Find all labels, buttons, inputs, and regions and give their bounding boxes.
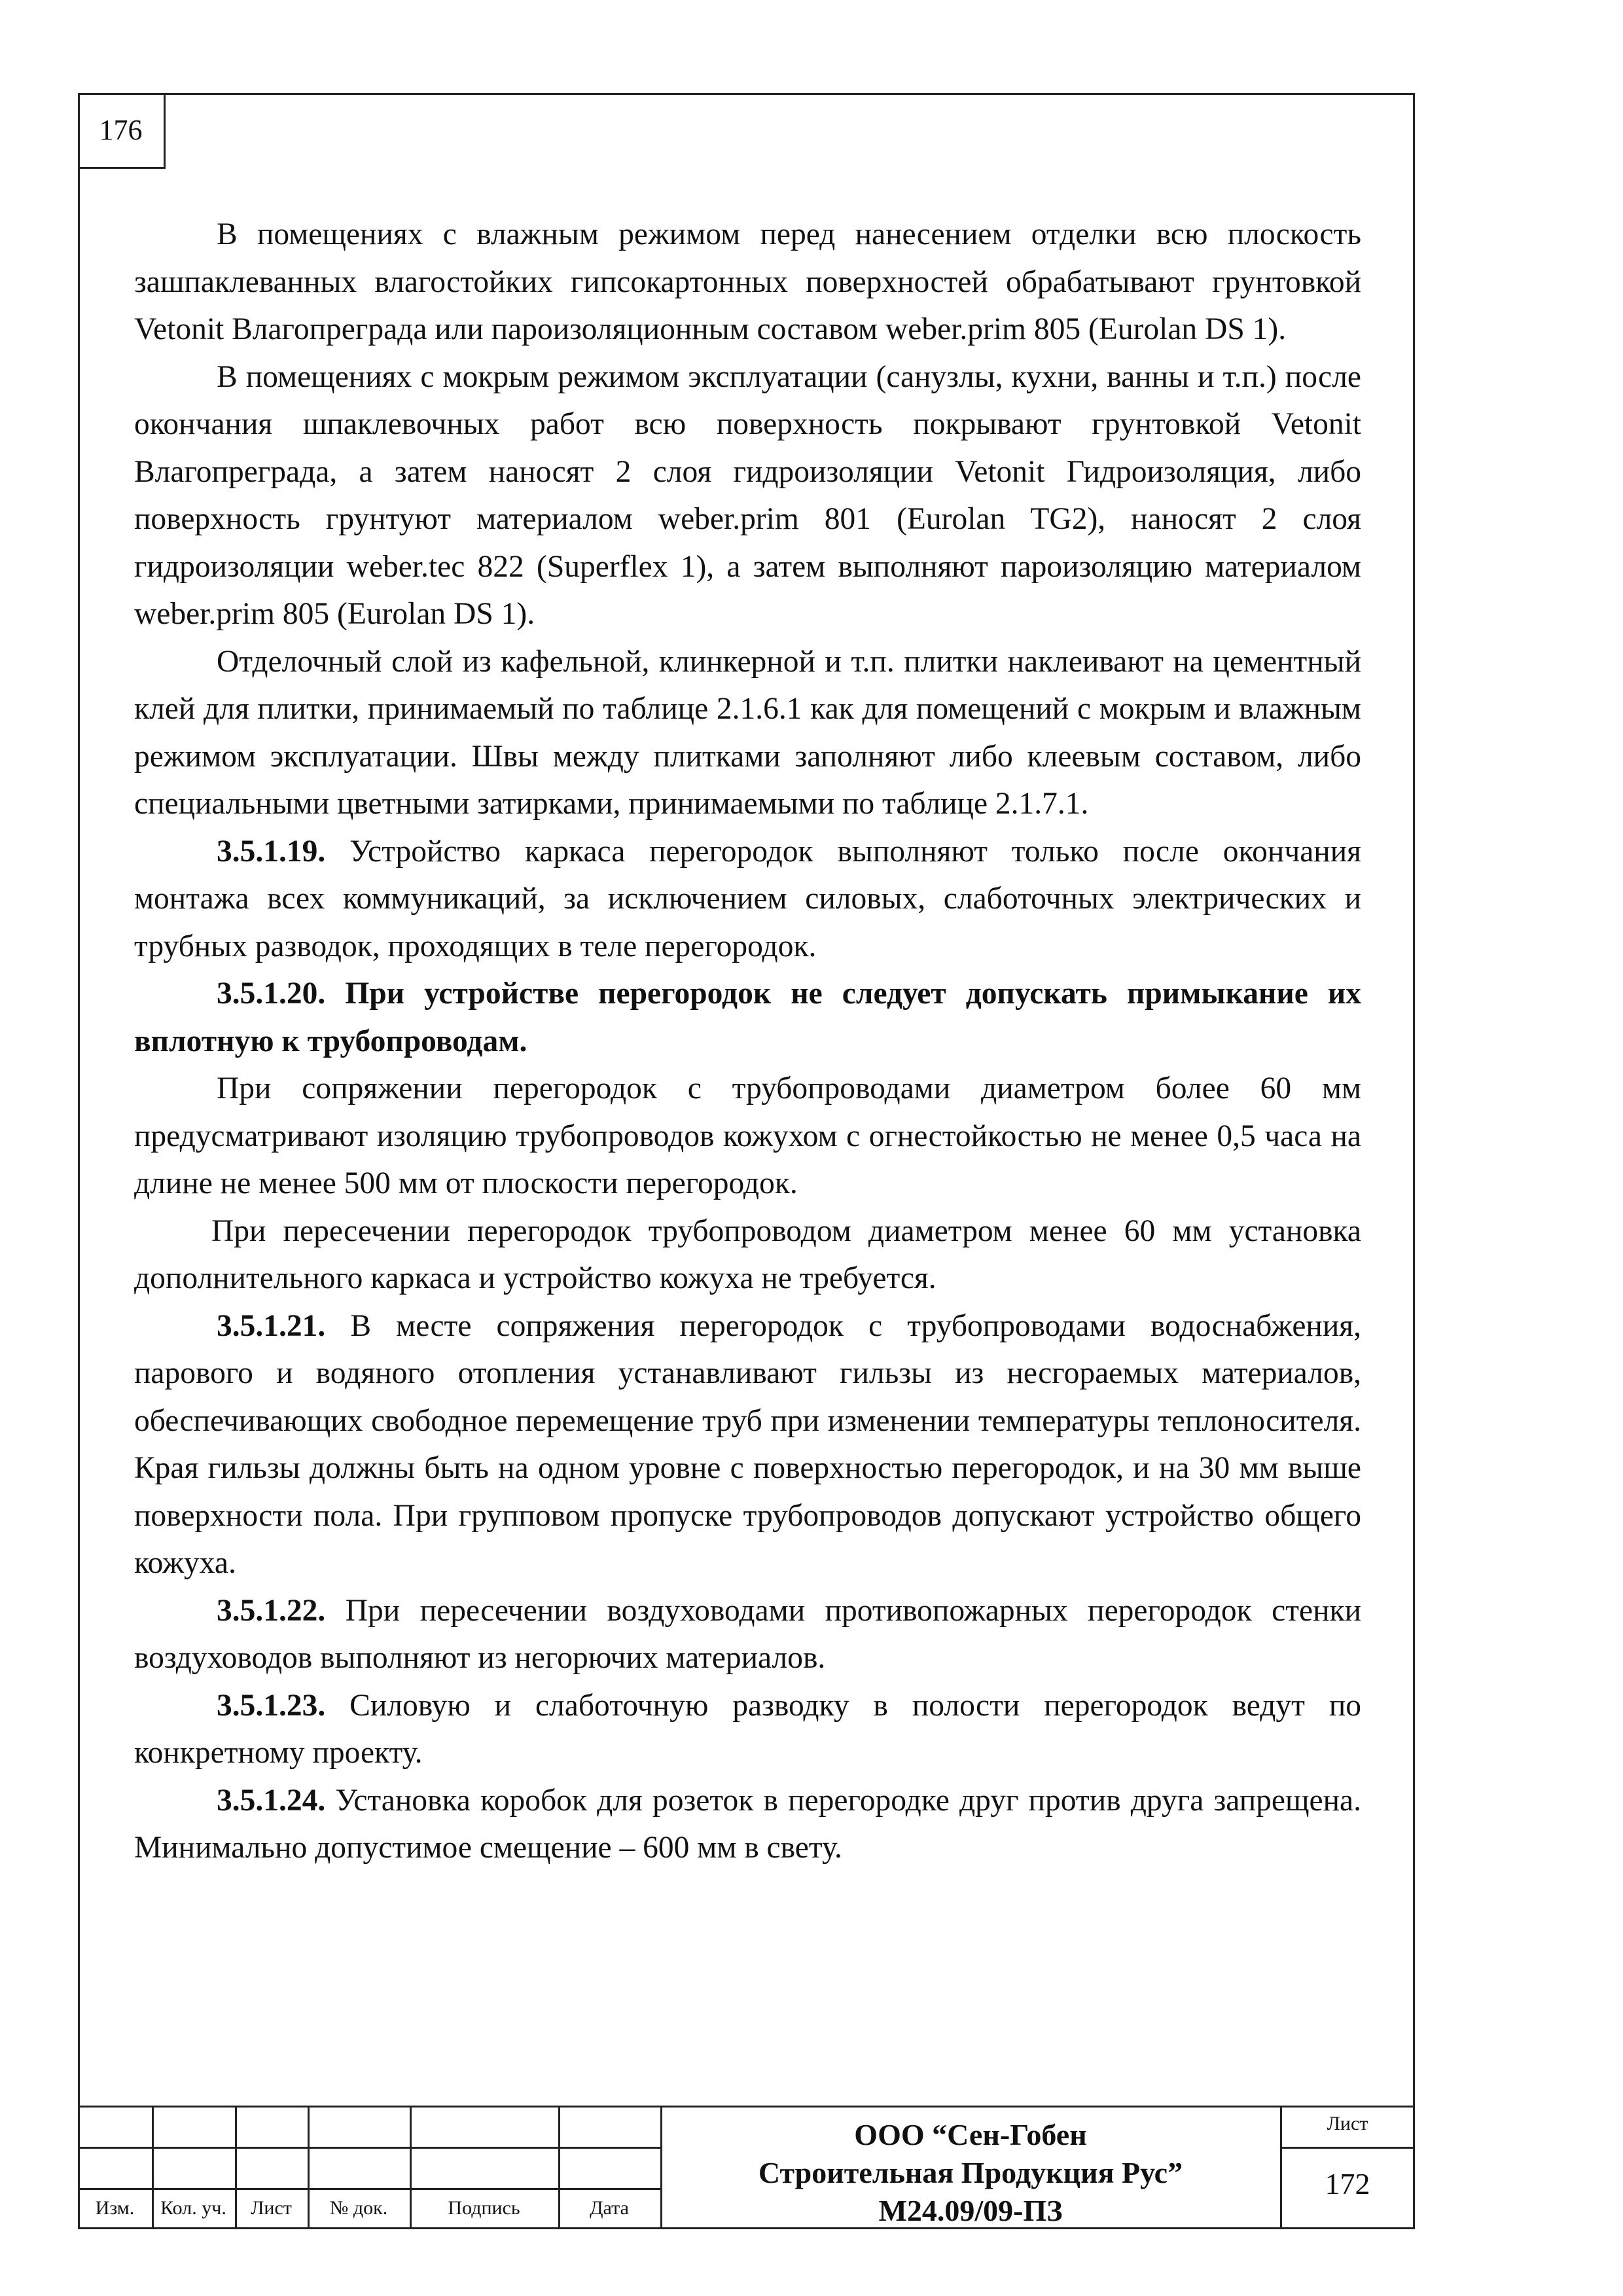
paragraph-text: В помещениях с мокрым режимом эксплуатации (санузлы, кухни, ванны и т.п.) после окончания шпаклевочных работ всю поверхность покрывают грунтовкой Vetonit Влагопреграда, а затем наносят 2 слоя гидроизоляции Vetonit Гидроизоляция, либо поверхность грунтуют материалом weber.prim 801 (Eurolan TG2), наносят 2 слоя гидроизоляции weber.tec 822 (Superflex 1), а затем выполняют пароизоляцию материалом weber.prim 805 (Eurolan DS 1). <box>134 359 1361 631</box>
paragraph <box>134 828 1361 971</box>
organization-block <box>661 2116 1280 2230</box>
paragraph <box>134 211 1361 353</box>
clause-number: 3.5.1.22. <box>217 1593 326 1628</box>
stamp-col-izm: Изм. <box>95 2197 135 2219</box>
stamp-col-doc: № док. <box>329 2197 388 2219</box>
stamp-col-date: Дата <box>590 2197 629 2219</box>
document-body <box>134 211 1361 1872</box>
paragraph <box>134 638 1361 828</box>
stamp-col-signature: Подпись <box>448 2197 520 2219</box>
org-name-line2: Строительная Продукция Рус” <box>758 2156 1183 2189</box>
sheet-label: Лист <box>1327 2113 1368 2134</box>
paragraph <box>134 1208 1361 1302</box>
paragraph-text: Отделочный слой из кафельной, клинкерной и т.п. плитки наклеивают на цементный клей для плитки, принимаемый по таблице 2.1.6.1 как для помещений с мокрым и влажным режимом эксплуатации. Швы между плитками заполняют либо клеевым составом, либо специальными цветными затирками, принимаемыми по таблице 2.1.7.1. <box>134 644 1361 821</box>
paragraph-text: В помещениях с влажным режимом перед нанесением отделки всю плоскость зашпаклеванных влагостойких гипсокартонных поверхностей обрабатывают грунтовкой Vetonit Влагопреграда или пароизоляционным составом weber.prim 805 (Eurolan DS 1). <box>134 217 1361 346</box>
paragraph <box>134 1065 1361 1208</box>
paragraph-text: При сопряжении перегородок с трубопроводами диаметром более 60 мм предусматривают изоляцию трубопроводов кожухом с огнестойкостью не менее 0,5 часа на длине не менее 500 мм от плоскости перегородок. <box>134 1071 1361 1200</box>
clause-number: 3.5.1.19. <box>217 834 326 869</box>
paragraph <box>134 970 1361 1065</box>
clause-number: 3.5.1.21. <box>217 1308 326 1343</box>
sheet-number: 172 <box>1325 2167 1370 2200</box>
page-number: 176 <box>78 93 166 169</box>
paragraph-text: Силовую и слаботочную разводку в полости перегородок ведут по конкретному проекту. <box>134 1688 1361 1770</box>
bold-clause: 3.5.1.20. При устройстве перегородок не следует допускать примыкание их вплотную к трубопроводам. <box>134 977 1361 1058</box>
paragraph-text: Установка коробок для розеток в перегородке друг против друга запрещена. Минимально допустимое смещение – 600 мм в свету. <box>134 1783 1361 1865</box>
paragraph-text: При пересечении перегородок трубопроводом диаметром менее 60 мм установка дополнительного каркаса и устройство кожуха не требуется. <box>134 1213 1361 1295</box>
paragraph <box>134 1587 1361 1682</box>
clause-number: 3.5.1.24. <box>217 1783 326 1818</box>
doc-code: М24.09/09-ПЗ <box>878 2194 1063 2227</box>
paragraph <box>134 1777 1361 1872</box>
clause-number: 3.5.1.23. <box>217 1688 326 1723</box>
paragraph-text: При пересечении воздуховодами противопожарных перегородок стенки воздуховодов выполняют из негорючих материалов. <box>134 1593 1361 1675</box>
org-name-line1: ООО “Сен-Гобен <box>854 2118 1087 2151</box>
paragraph <box>134 1302 1361 1587</box>
stamp-col-kol-uch: Кол. уч. <box>160 2197 226 2219</box>
paragraph <box>134 353 1361 638</box>
paragraph-text: Устройство каркаса перегородок выполняют только после окончания монтажа всех коммуникаций, за исключением силовых, слаботочных электрических и трубных разводок, проходящих в теле перегородок. <box>134 834 1361 963</box>
paragraph <box>134 1682 1361 1777</box>
paragraph-text: В месте сопряжения перегородок с трубопроводами водоснабжения, парового и водяного отопления устанавливают гильзы из несгораемых материалов, обеспечивающих свободное перемещение труб при изменении температуры теплоносителя. Края гильзы должны быть на одном уровне с поверхностью перегородок, и на 30 мм выше поверхности пола. При групповом пропуске трубопроводов допускают устройство общего кожуха. <box>134 1308 1361 1580</box>
stamp-col-list: Лист <box>251 2197 292 2219</box>
